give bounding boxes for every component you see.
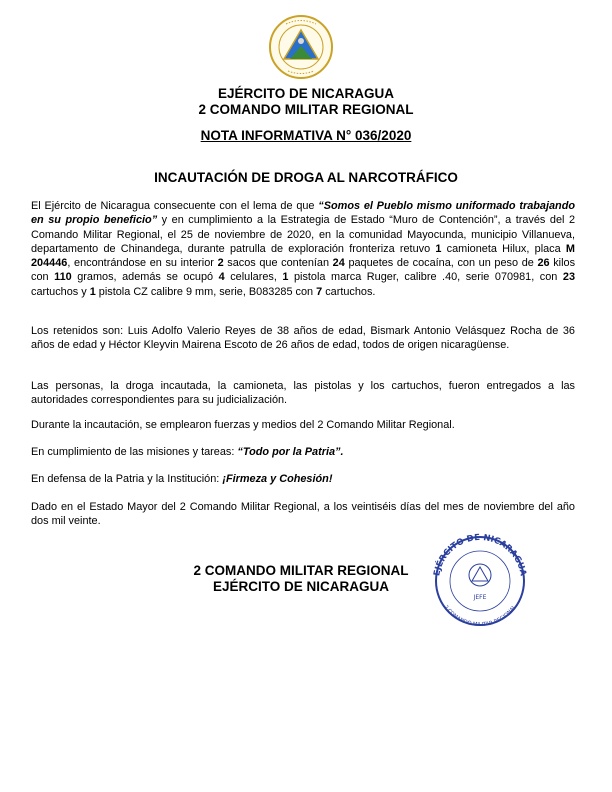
- signature-unit: 2 COMANDO MILITAR REGIONAL: [193, 563, 409, 578]
- note-number-title: NOTA INFORMATIVA N° 036/2020: [200, 128, 412, 143]
- text-span: cartuchos y: [31, 285, 90, 298]
- motto-firmeza-cohesion: ¡Firmeza y Cohesión!: [222, 473, 333, 485]
- paragraph-forces: Durante la incautación, se emplearon fuerzas y medios del 2 Comando Militar Regional.: [31, 419, 455, 431]
- paragraph-seizure-details: [31, 199, 575, 299]
- grams-count: 110: [54, 271, 72, 284]
- nicaragua-coat-of-arms-icon: [268, 14, 334, 80]
- text-span: gramos, además se ocupó: [71, 271, 219, 284]
- text-span: kilos con: [31, 257, 576, 284]
- text-span: pistola marca Ruger, calibre .40, serie 070981, con: [288, 271, 563, 284]
- official-stamp-icon: [425, 531, 535, 627]
- paragraph-date-place: Dado en el Estado Mayor del 2 Comando Militar Regional, a los veintiséis días del mes de noviembre del año dos mil veinte.: [31, 501, 575, 528]
- motto-todo-por-la-patria: “Todo por la Patria”.: [237, 446, 344, 458]
- text-span: y en cumplimiento a la Estrategia de Estado “Muro de Contención”, a través del 2 Comando Militar Regional, el 25 de noviembre de 2020, en la comunidad Mayocunda, municipio Villanueva, departamento de Chinandega, durante patrulla de exploración fronteriza retuvo: [31, 214, 576, 255]
- license-plate: M 204446: [31, 242, 575, 270]
- text-span: El Ejército de Nicaragua consecuente con el lema de que: [31, 200, 319, 212]
- stamp-role: JEFE: [473, 594, 487, 601]
- phone-count: 4: [218, 271, 225, 284]
- text-span: paquetes de cocaína, con un peso de: [344, 257, 538, 270]
- bag-count: 2: [217, 257, 224, 270]
- stamp-ring-text: EJÉRCITO DE NICARAGUA: [432, 532, 528, 577]
- org-title: EJÉRCITO DE NICARAGUA: [217, 86, 395, 101]
- pistol-count-ruger: 1: [282, 271, 289, 284]
- text-span: sacos que contenían: [223, 257, 333, 270]
- packet-count: 24: [332, 257, 345, 270]
- document-subject: INCAUTACIÓN DE DROGA AL NARCOTRÁFICO: [154, 170, 458, 185]
- text-span: , encontrándose en su interior: [67, 257, 218, 270]
- paragraph-defense: [31, 472, 575, 486]
- stamp-bottom-text: 2 COMANDO MILITAR REGIONAL: [442, 604, 518, 627]
- paragraph-handover: Las personas, la droga incautada, la camioneta, las pistolas y los cartuchos, fueron entregados a las autoridades correspondientes para su judicialización.: [31, 380, 575, 407]
- paragraph-detainees: Los retenidos son: Luis Adolfo Valerio Reyes de 38 años de edad, Bismark Antonio Velásquez Rocha de 36 años de edad y Héctor Kleyvin Mairena Escoto de 26 años de edad, todos de origen nicaragüense.: [31, 325, 575, 352]
- text-span: pistola CZ calibre 9 mm, serie, B083285 con: [95, 285, 317, 298]
- rounds-count-ruger: 23: [562, 271, 576, 284]
- pistol-count-cz: 1: [89, 285, 96, 298]
- text-span: camioneta Hilux, placa: [441, 242, 566, 255]
- text-span: cartuchos.: [322, 285, 376, 298]
- kilos-count: 26: [537, 257, 550, 270]
- rounds-count-cz: 7: [316, 285, 323, 298]
- paragraph-missions: [31, 445, 575, 459]
- signature-org: EJÉRCITO DE NICARAGUA: [212, 579, 390, 594]
- text-span: En defensa de la Patria y la Institución:: [31, 473, 223, 485]
- unit-title: 2 COMANDO MILITAR REGIONAL: [198, 102, 414, 117]
- text-span: celulares,: [224, 271, 283, 284]
- vehicle-count: 1: [435, 242, 442, 255]
- text-span: En cumplimiento de las misiones y tareas:: [31, 446, 238, 458]
- army-motto: “Somos el Pueblo mismo uniformado trabajando en su propio beneficio”: [31, 200, 576, 227]
